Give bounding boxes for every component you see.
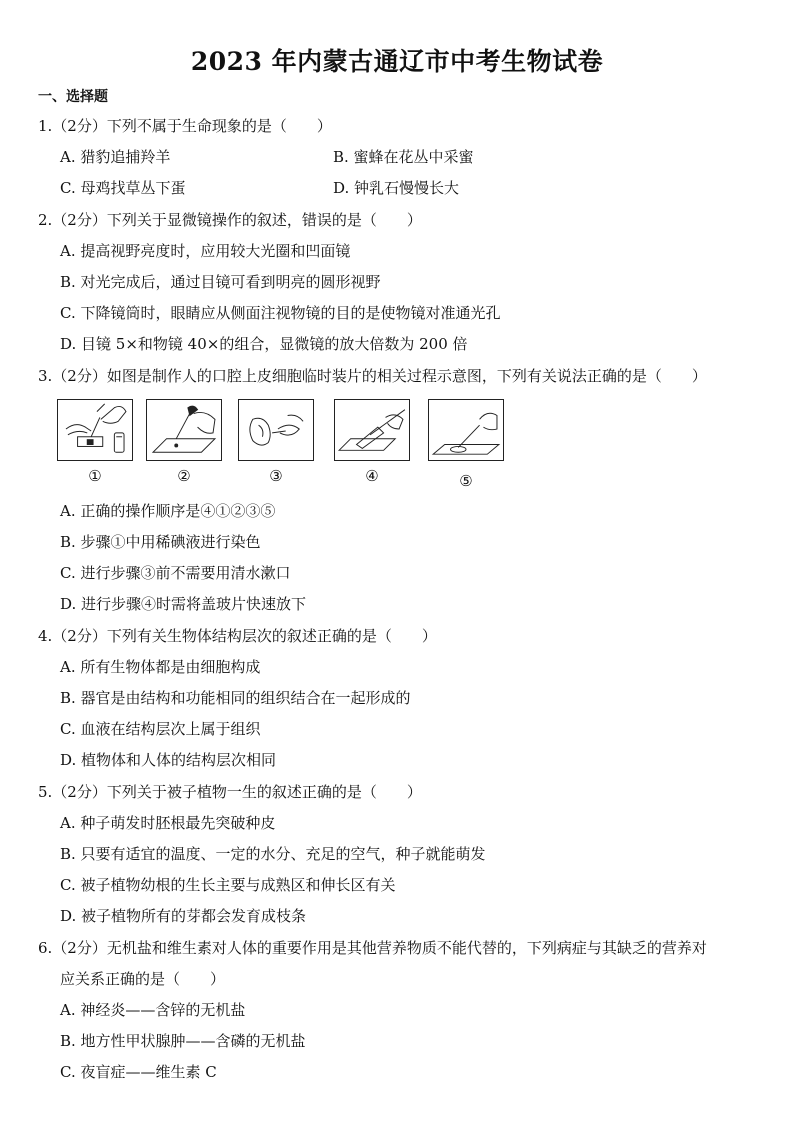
step-4-label: ④ <box>365 467 379 485</box>
question-4-option-d: D. 植物体和人体的结构层次相同 <box>60 751 277 769</box>
question-5-option-c: C. 被子植物幼根的生长主要与成熟区和伸长区有关 <box>60 876 396 894</box>
question-1-option-b: B. 蜜蜂在花丛中采蜜 <box>333 148 474 166</box>
question-3-option-a: A. 正确的操作顺序是④①②③⑤ <box>60 502 276 520</box>
step-3-figure <box>238 399 314 461</box>
question-4-option-b: B. 器官是由结构和功能相同的组织结合在一起形成的 <box>60 689 411 707</box>
question-2-option-a: A. 提高视野亮度时，应用较大光圈和凹面镜 <box>60 242 351 260</box>
question-2-option-b: B. 对光完成后，通过目镜可看到明亮的圆形视野 <box>60 273 381 291</box>
step-2-label: ② <box>177 467 191 485</box>
question-3-stem: 3.（2分）如图是制作人的口腔上皮细胞临时装片的相关过程示意图，下列有关说法正确的是（ ） <box>38 367 707 385</box>
question-5-option-d: D. 被子植物所有的芽都会发育成枝条 <box>60 907 307 925</box>
step-4-figure <box>334 399 410 461</box>
step-5-label: ⑤ <box>459 472 473 490</box>
question-1-option-a: A. 猎豹追捕羚羊 <box>60 148 171 166</box>
question-5-option-a: A. 种子萌发时胚根最先突破种皮 <box>60 814 276 832</box>
question-3-option-c: C. 进行步骤③前不需要用清水漱口 <box>60 564 291 582</box>
question-1-option-d: D. 钟乳石慢慢长大 <box>333 179 460 197</box>
question-3-option-d: D. 进行步骤④时需将盖玻片快速放下 <box>60 595 307 613</box>
question-6-option-c: C. 夜盲症——维生素 C <box>60 1063 217 1081</box>
step-5-figure <box>428 399 504 461</box>
step-3-label: ③ <box>269 467 283 485</box>
question-4-option-c: C. 血液在结构层次上属于组织 <box>60 720 261 738</box>
question-6-option-b: B. 地方性甲状腺肿——含磷的无机盐 <box>60 1032 306 1050</box>
question-5-option-b: B. 只要有适宜的温度、一定的水分、充足的空气，种子就能萌发 <box>60 845 486 863</box>
page-title: 2023 年内蒙古通辽市中考生物试卷 <box>190 47 604 76</box>
question-4-option-a: A. 所有生物体都是由细胞构成 <box>60 658 261 676</box>
section-heading: 一、选择题 <box>38 89 108 105</box>
question-5-stem: 5.（2分）下列关于被子植物一生的叙述正确的是（ ） <box>38 783 422 801</box>
question-4-stem: 4.（2分）下列有关生物体结构层次的叙述正确的是（ ） <box>38 627 437 645</box>
question-2-stem: 2.（2分）下列关于显微镜操作的叙述，错误的是（ ） <box>38 211 422 229</box>
question-3-option-b: B. 步骤①中用稀碘液进行染色 <box>60 533 261 551</box>
question-2-option-c: C. 下降镜筒时，眼睛应从侧面注视物镜的目的是使物镜对准通光孔 <box>60 304 501 322</box>
step-2-figure <box>146 399 222 461</box>
question-1-stem: 1.（2分）下列不属于生命现象的是（ ） <box>38 117 332 135</box>
question-6-stem: 6.（2分）无机盐和维生素对人体的重要作用是其他营养物质不能代替的，下列病症与其缺乏的营养对 <box>38 939 707 957</box>
question-6-option-a: A. 神经炎——含锌的无机盐 <box>60 1001 246 1019</box>
question-6-stem-continued: 应关系正确的是（ ） <box>60 970 226 988</box>
question-2-option-d: D. 目镜 5×和物镜 40×的组合，显微镜的放大倍数为 200 倍 <box>60 335 468 353</box>
step-1-label: ① <box>88 467 102 485</box>
question-1-option-c: C. 母鸡找草丛下蛋 <box>60 179 186 197</box>
step-1-figure <box>57 399 133 461</box>
